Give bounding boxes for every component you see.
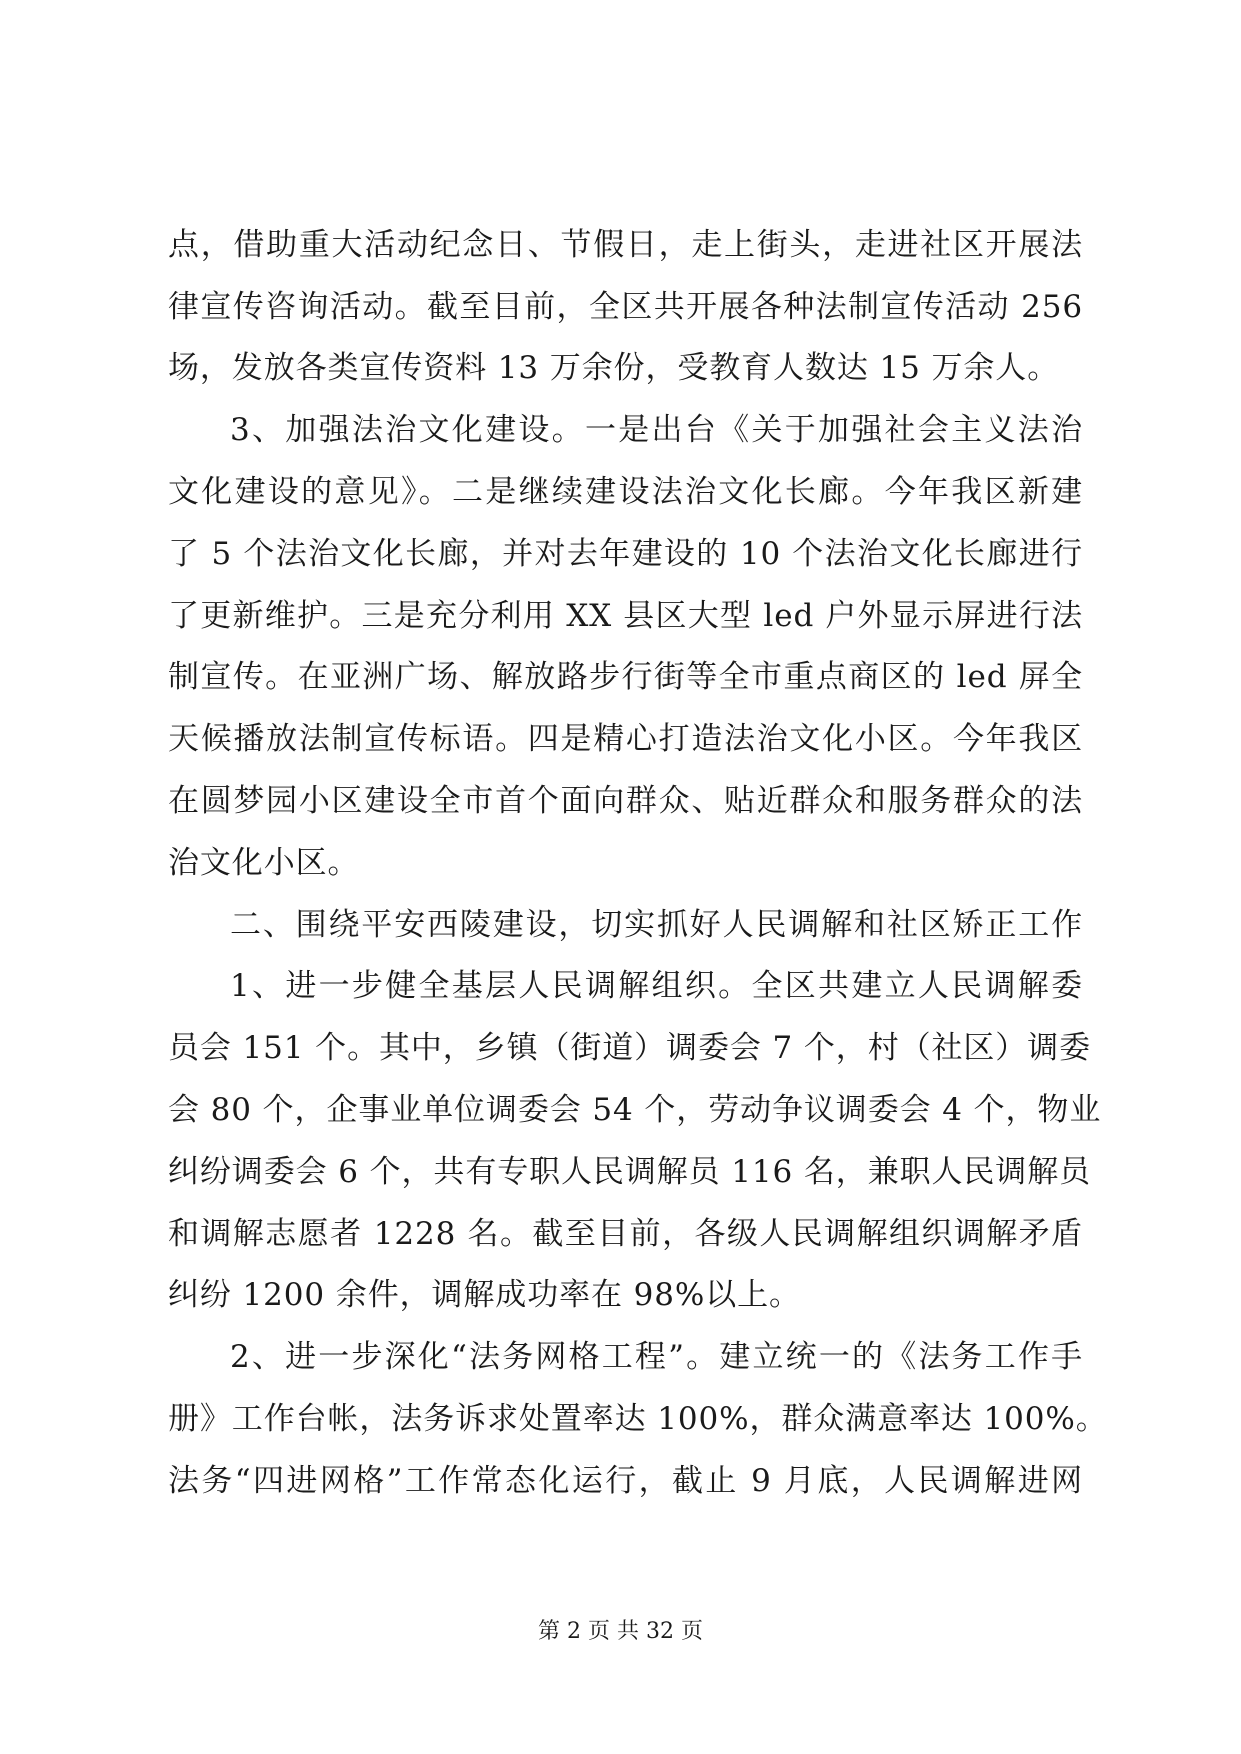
text-line: 点，借助重大活动纪念日、节假日，走上街头，走进社区开展法 <box>168 227 1083 263</box>
text-line: 员会 151 个。其中，乡镇（街道）调委会 7 个，村（社区）调委 <box>168 1030 1092 1066</box>
section-heading: 二、围绕平安西陵建设，切实抓好人民调解和社区矫正工作 <box>230 907 1083 943</box>
text-line: 律宣传咨询活动。截至目前，全区共开展各种法制宣传活动 256 <box>168 289 1083 325</box>
text-line: 1、进一步健全基层人民调解组织。全区共建立人民调解委 <box>230 968 1083 1004</box>
text-line: 册》工作台帐，法务诉求处置率达 100%，群众满意率达 100%。 <box>168 1401 1108 1437</box>
text-line: 文化建设的意见》。二是继续建设法治文化长廊。今年我区新建 <box>168 474 1083 510</box>
text-line: 纠纷调委会 6 个，共有专职人民调解员 116 名，兼职人民调解员 <box>168 1154 1092 1190</box>
text-line: 了 5 个法治文化长廊，并对去年建设的 10 个法治文化长廊进行 <box>168 536 1083 572</box>
text-line: 治文化小区。 <box>168 845 360 881</box>
text-line: 会 80 个，企事业单位调委会 54 个，劳动争议调委会 4 个，物业 <box>168 1092 1102 1128</box>
page-number: 第 2 页 共 32 页 <box>538 1619 703 1644</box>
text-line: 和调解志愿者 1228 名。截至目前，各级人民调解组织调解矛盾 <box>168 1216 1083 1252</box>
text-line: 在圆梦园小区建设全市首个面向群众、贴近群众和服务群众的法 <box>168 783 1083 819</box>
text-line: 纠纷 1200 余件，调解成功率在 98%以上。 <box>168 1277 801 1313</box>
text-line: 法务“四进网格”工作常态化运行，截止 9 月底，人民调解进网 <box>168 1463 1083 1499</box>
text-line: 2、进一步深化“法务网格工程”。建立统一的《法务工作手 <box>230 1339 1083 1375</box>
text-line: 制宣传。在亚洲广场、解放路步行街等全市重点商区的 led 屏全 <box>168 659 1083 695</box>
text-line: 了更新维护。三是充分利用 XX 县区大型 led 户外显示屏进行法 <box>168 598 1083 634</box>
text-line: 天候播放法制宣传标语。四是精心打造法治文化小区。今年我区 <box>168 721 1083 757</box>
text-line: 场，发放各类宣传资料 13 万余份，受教育人数达 15 万余人。 <box>168 350 1060 386</box>
text-line: 3、加强法治文化建设。一是出台《关于加强社会主义法治 <box>230 412 1083 448</box>
